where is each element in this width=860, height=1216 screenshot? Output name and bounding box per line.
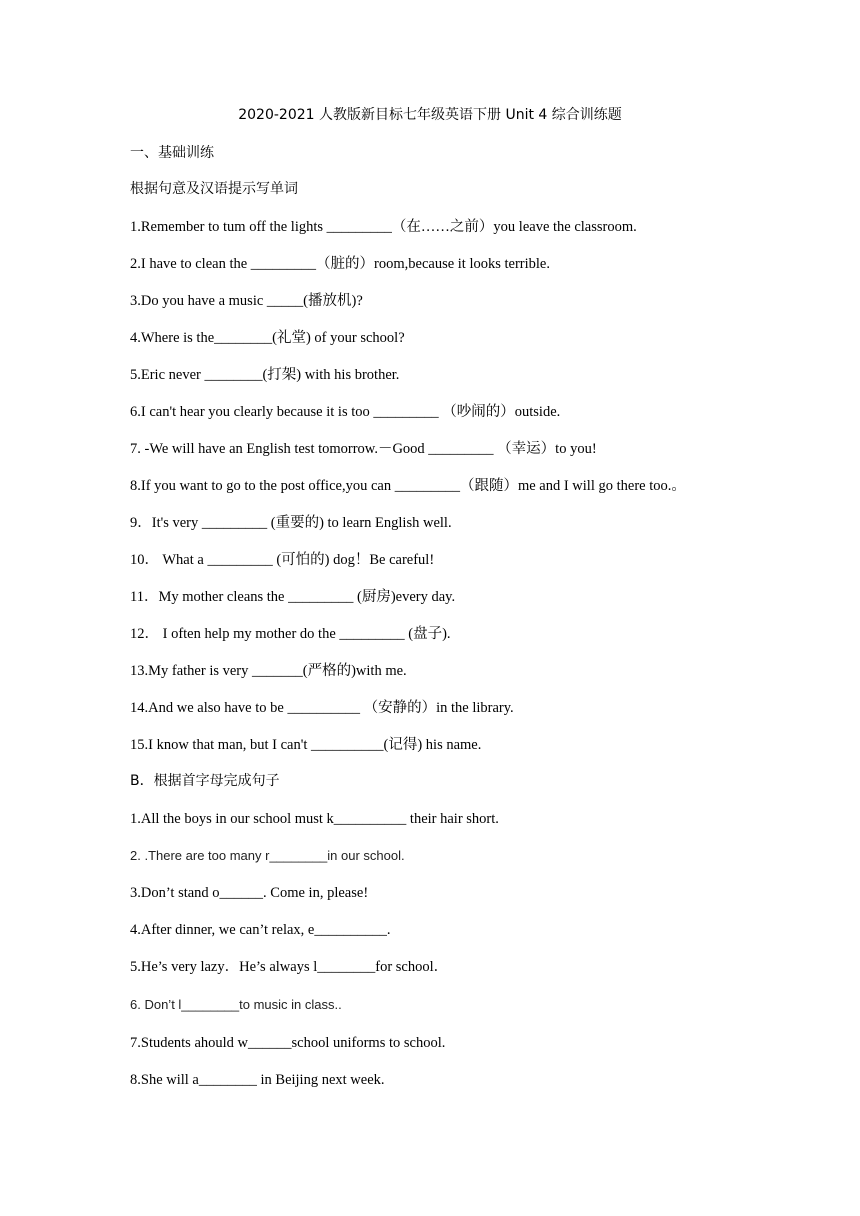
exercise-line: 13.My father is very _______(严格的)with me.	[130, 663, 407, 679]
exercise-line: 15.I know that man, but I can't __________(记得) his name.	[130, 737, 482, 753]
exercise-line: 3.Do you have a music _____(播放机)?	[130, 293, 363, 309]
exercise-line: 1.Remember to tum off the lights _________（在……之前）you leave the classroom.	[130, 219, 637, 235]
exercise-line: 8.If you want to go to the post office,you can _________（跟随）me and I will go there too.。	[130, 478, 686, 494]
section-heading-basic-training: 一、基础训练	[130, 145, 214, 161]
exercise-line: 4.Where is the________(礼堂) of your school?	[130, 330, 405, 346]
exercise-line: 7.Students ahould w______school uniforms to school.	[130, 1035, 446, 1051]
exercise-line: 11．My mother cleans the _________ (厨房)every day.	[130, 589, 456, 605]
exercise-line: 5.He’s very lazy．He’s always l________for school．	[130, 959, 449, 975]
exercise-line: 6.I can't hear you clearly because it is too _________ （吵闹的）outside.	[130, 404, 561, 420]
exercise-line: 5.Eric never ________(打架) with his brother.	[130, 367, 400, 383]
exercise-line: 4.After dinner, we can’t relax, e__________.	[130, 922, 391, 938]
document-title: 2020-2021 人教版新目标七年级英语下册 Unit 4 综合训练题	[238, 107, 622, 123]
exercise-line: 6. Don’t l________to music in class..	[130, 997, 342, 1012]
exercise-line: 3.Don’t stand o______. Come in, please!	[130, 885, 369, 901]
section-heading-b: B．根据首字母完成句子	[130, 773, 280, 789]
exercise-line: 12． I often help my mother do the _________ (盘子).	[130, 626, 451, 642]
exercise-line: 7. -We will have an English test tomorrow.－Good _________ （幸运）to you!	[130, 441, 597, 457]
exercise-line: 8.She will a________ in Beijing next week.	[130, 1072, 385, 1088]
exercise-line: 2.I have to clean the _________（脏的）room,because it looks terrible.	[130, 256, 550, 272]
exercise-line: 10． What a _________ (可怕的) dog！Be careful!	[130, 552, 435, 568]
exercise-line: 14.And we also have to be __________ （安静的）in the library.	[130, 700, 514, 716]
exercise-line: 1.All the boys in our school must k__________ their hair short.	[130, 811, 499, 827]
section-instruction: 根据句意及汉语提示写单词	[130, 181, 298, 197]
exercise-line: 2. .There are too many r________in our school.	[130, 848, 405, 863]
exercise-line: 9．It's very _________ (重要的) to learn English well.	[130, 515, 452, 531]
